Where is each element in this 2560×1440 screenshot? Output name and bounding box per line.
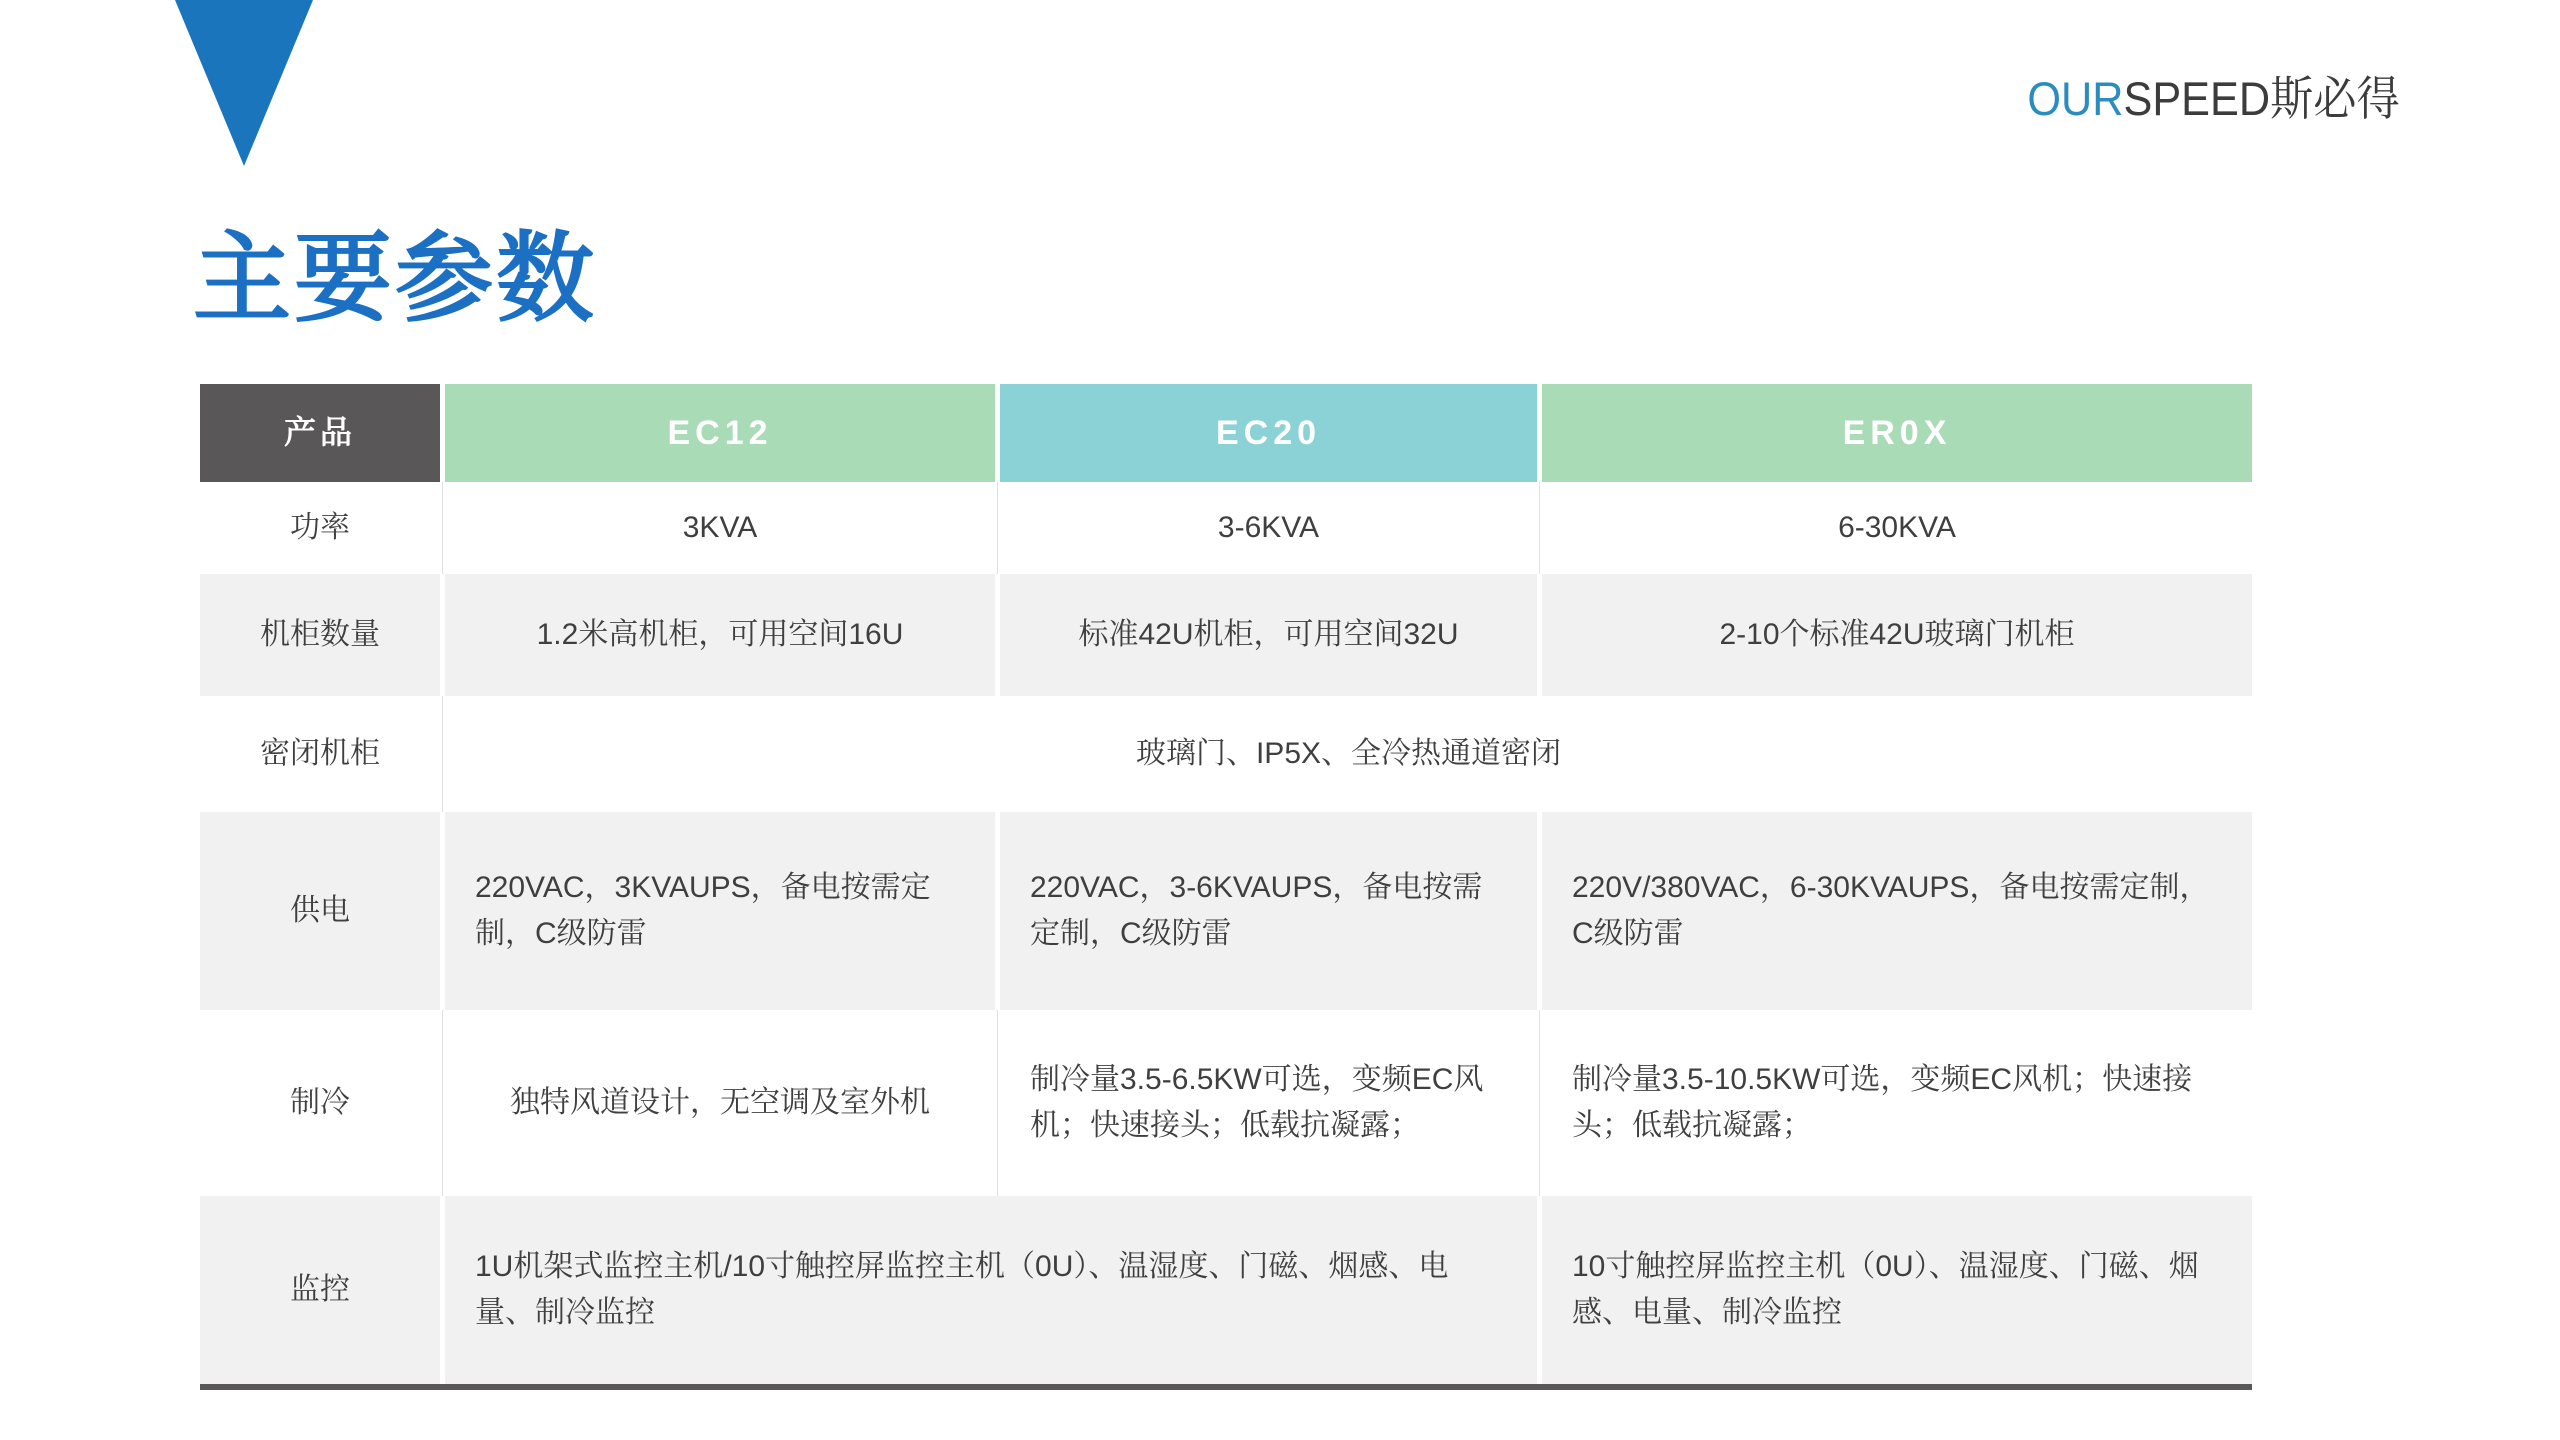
- row-supply-ec12: 220VAC，3KVAUPS，备电按需定制，C级防雷: [445, 812, 995, 1010]
- row-power-label: 功率: [200, 482, 440, 574]
- row-monitoring-label: 监控: [200, 1196, 440, 1384]
- page-title: 主要参数: [193, 223, 598, 333]
- row-cooling-ec12: 独特风道设计，无空调及室外机: [445, 1010, 995, 1196]
- row-monitoring-ec12-ec20: 1U机架式监控主机/10寸触控屏监控主机（0U）、温湿度、门磁、烟感、电量、制冷监控: [445, 1196, 1537, 1384]
- row-cabinets-ec20: 标准42U机柜，可用空间32U: [1000, 574, 1537, 696]
- table-header-product: 产品: [200, 384, 440, 482]
- row-monitoring-er0x: 10寸触控屏监控主机（0U）、温湿度、门磁、烟感、电量、制冷监控: [1542, 1196, 2252, 1384]
- row-cabinets-er0x: 2-10个标准42U玻璃门机柜: [1542, 574, 2252, 696]
- table-header-ec12: EC12: [445, 384, 995, 482]
- brand-logo-our: OUR: [2027, 72, 2124, 125]
- row-supply-label: 供电: [200, 812, 440, 1010]
- brand-logo-speed: SPEED斯必得: [2123, 72, 2400, 125]
- row-sealed-merged: 玻璃门、IP5X、全冷热通道密闭: [445, 696, 2252, 812]
- row-sealed-label: 密闭机柜: [200, 696, 440, 812]
- row-cooling-ec20: 制冷量3.5-6.5KW可选，变频EC风机；快速接头；低载抗凝露；: [1000, 1010, 1537, 1196]
- row-supply-er0x: 220V/380VAC，6-30KVAUPS，备电按需定制，C级防雷: [1542, 812, 2252, 1010]
- row-cabinets-label: 机柜数量: [200, 574, 440, 696]
- decorative-triangle: [175, 0, 313, 166]
- row-power-ec20: 3-6KVA: [1000, 482, 1537, 574]
- row-supply-ec20: 220VAC，3-6KVAUPS，备电按需定制，C级防雷: [1000, 812, 1537, 1010]
- row-cooling-er0x: 制冷量3.5-10.5KW可选，变频EC风机；快速接头；低载抗凝露；: [1542, 1010, 2252, 1196]
- brand-logo: [2028, 62, 2400, 129]
- row-power-er0x: 6-30KVA: [1542, 482, 2252, 574]
- table-header-er0x: ER0X: [1542, 384, 2252, 482]
- table-header-ec20: EC20: [1000, 384, 1537, 482]
- table-bottom-border: [200, 1384, 2252, 1390]
- row-cabinets-ec12: 1.2米高机柜，可用空间16U: [445, 574, 995, 696]
- row-cooling-label: 制冷: [200, 1010, 440, 1196]
- spec-table: [200, 384, 2252, 1384]
- row-power-ec12: 3KVA: [445, 482, 995, 574]
